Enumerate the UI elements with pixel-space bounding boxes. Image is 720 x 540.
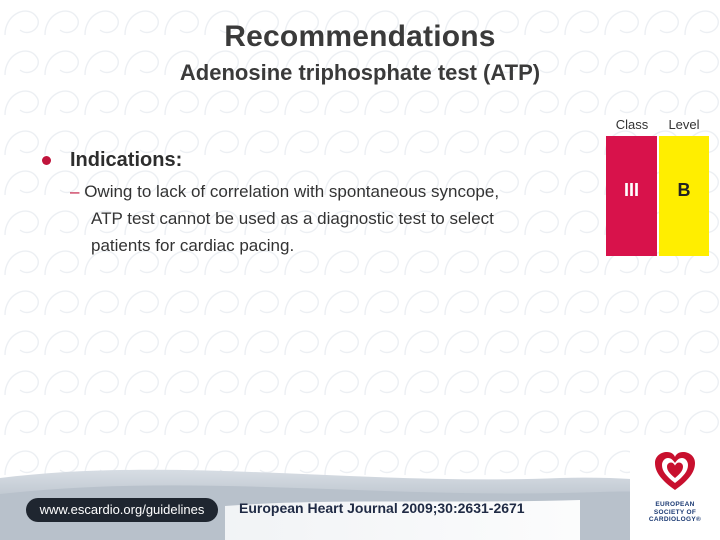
indication-text [70,178,590,259]
level-header: Level [668,117,700,132]
class-value: III [623,180,639,200]
logo-line-2: SOCIETY OF [653,508,697,516]
esc-heart-icon [653,450,697,494]
indication-line-1-text: Owing to lack of correlation with spontaneous syncope, [84,182,500,201]
class-box [606,136,657,256]
guidelines-url-link[interactable]: www.escardio.org/guidelines [26,498,218,522]
bullet-icon [42,156,51,165]
indication-line-3: patients for cardiac pacing. [91,236,295,255]
dash-marker: – [70,182,80,201]
class-header: Class [615,117,649,132]
indication-line-2: ATP test cannot be used as a diagnostic test to select [91,209,494,228]
indications-heading: Indications: [70,149,183,171]
journal-citation: European Heart Journal 2009;30:2631-2671 [239,500,525,516]
level-value: B [677,180,691,200]
indication-line-1 [70,178,590,205]
slide-title: Recommendations [224,20,496,53]
logo-line-1: EUROPEAN [655,501,695,508]
logo-line-3: CARDIOLOGY® [648,516,702,523]
slide-subtitle: Adenosine triphosphate test (ATP) [179,60,541,85]
esc-logo [641,450,709,535]
esc-logo-text [641,501,709,524]
footer-wave-band [0,448,720,540]
level-box [659,136,709,256]
